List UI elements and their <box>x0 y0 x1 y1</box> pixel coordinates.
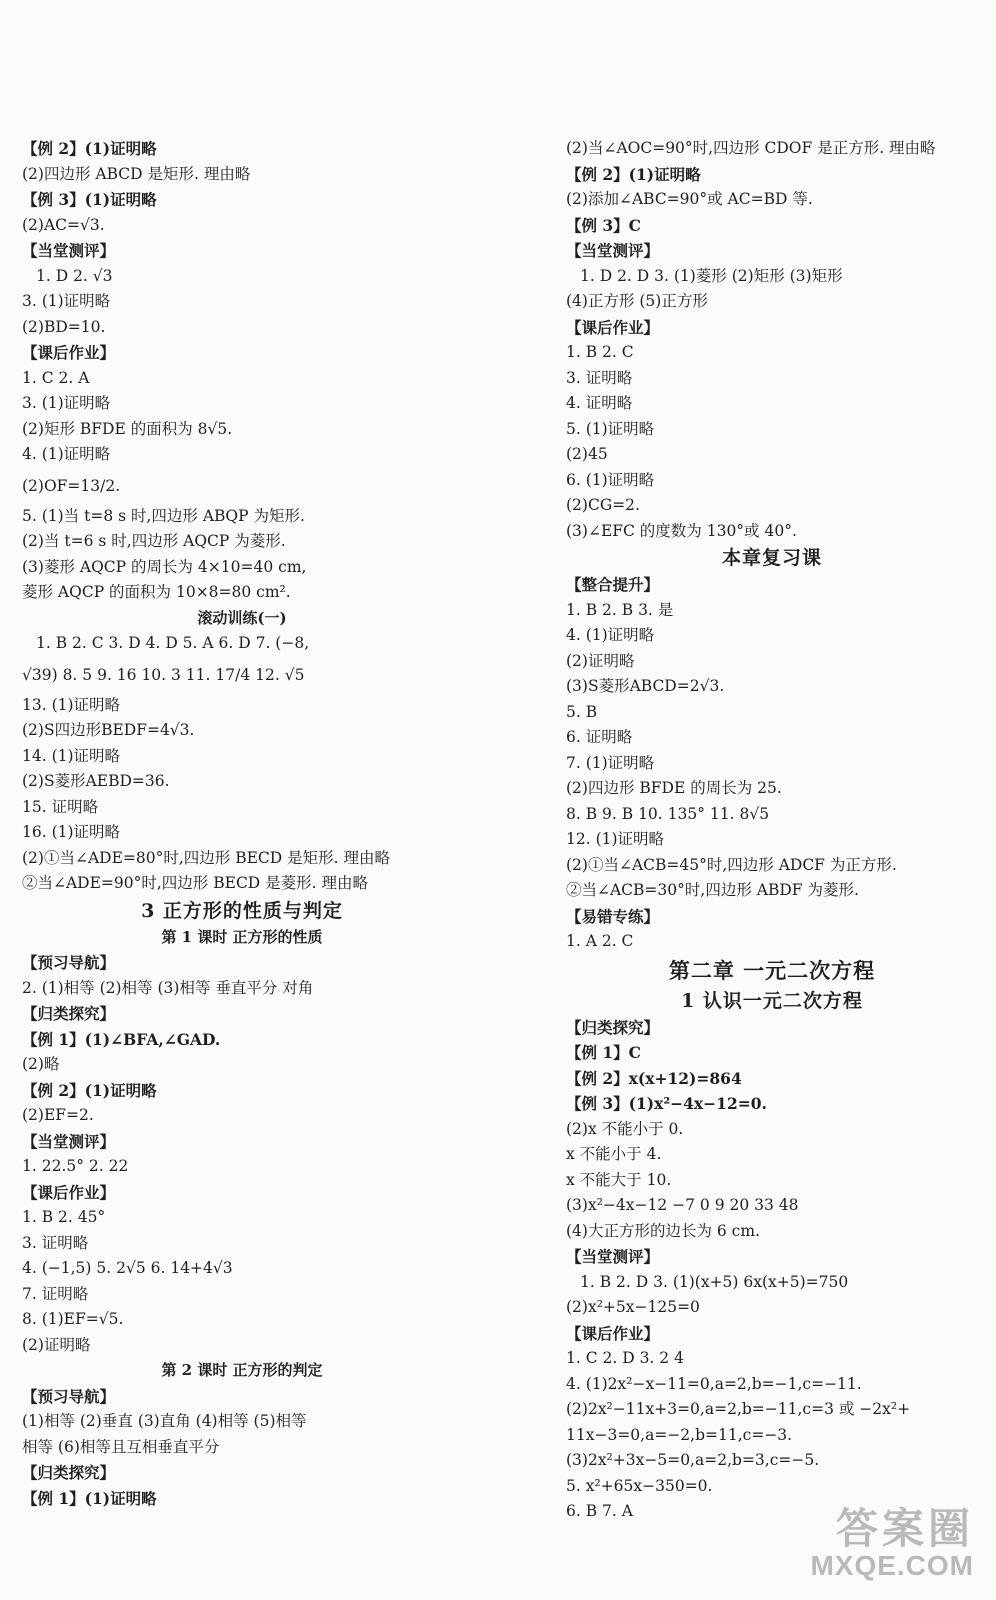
answer-line: 【易错专练】 <box>566 906 660 926</box>
answer-line: 【课后作业】 <box>22 1182 116 1202</box>
answer-line: ②当∠ADE=90°时,四边形 BECD 是菱形. 理由略 <box>22 874 369 892</box>
answer-line: 【当堂测评】 <box>566 241 660 260</box>
answer-line: 5. (1)证明略 <box>566 419 655 438</box>
answer-line: 1. B 2. D 3. (1)(x+5) 6x(x+5)=750 <box>580 1272 849 1291</box>
answer-line: (3)S菱形ABCD=2√3. <box>566 677 725 695</box>
answer-line: ②当∠ACB=30°时,四边形 ABDF 为菱形. <box>566 881 859 899</box>
answer-line: 6. B 7. A <box>566 1502 633 1520</box>
answer-line: 本章复习课 <box>721 547 822 569</box>
answer-line: 菱形 AQCP 的面积为 10×8=80 cm². <box>22 583 291 601</box>
answer-line: 滚动训练(一) <box>197 608 287 627</box>
answer-line: 14. (1)证明略 <box>22 746 121 765</box>
answer-line: 【例 3】(1)证明略 <box>22 190 157 209</box>
answer-line: 【例 3】(1)x²−4x−12=0. <box>566 1094 767 1113</box>
answer-line: 【当堂测评】 <box>22 1131 116 1151</box>
answer-line: 第 1 课时 正方形的性质 <box>161 927 323 946</box>
answer-line: 3. (1)证明略 <box>22 292 111 310</box>
answer-line: (2)S菱形AEBD=36. <box>22 772 170 790</box>
answer-column-left <box>22 136 462 1511</box>
answer-line: (2)证明略 <box>22 1335 91 1354</box>
answer-line: 相等 (6)相等且互相垂直平分 <box>22 1437 220 1456</box>
answer-line: 13. (1)证明略 <box>22 695 121 714</box>
answer-line: 【归类探究】 <box>566 1017 660 1037</box>
answer-line: 【课后作业】 <box>566 1323 660 1343</box>
answer-line: (3)2x²+3x−5=0,a=2,b=3,c=−5. <box>566 1451 820 1469</box>
answer-line: 【课后作业】 <box>566 317 660 337</box>
answer-line: (2)①当∠ACB=45°时,四边形 ADCF 为正方形. <box>566 855 897 874</box>
answer-line: 1. D 2. D 3. (1)菱形 (2)矩形 (3)矩形 <box>580 266 843 285</box>
answer-line: (4)正方形 (5)正方形 <box>566 292 708 310</box>
answer-line: 7. (1)证明略 <box>566 753 655 772</box>
answer-line: (2)EF=2. <box>22 1106 94 1124</box>
answer-line: √39) 8. 5 9. 16 10. 3 11. 17/4 12. √5 <box>22 665 305 684</box>
answer-line: 12. (1)证明略 <box>566 830 665 848</box>
answer-line: (2)x 不能小于 0. <box>566 1119 684 1138</box>
answer-line: 1. B 2. B 3. 是 <box>566 600 674 619</box>
answer-line: 4. (1)证明略 <box>22 445 111 463</box>
answer-line: (2)矩形 BFDE 的面积为 8√5. <box>22 419 233 438</box>
answer-line: 【例 2】(1)证明略 <box>22 1080 157 1100</box>
answer-line: 【例 1】C <box>566 1043 642 1062</box>
answer-line: 第二章 一元二次方程 <box>668 957 876 983</box>
answer-line: 1. B 2. 45° <box>22 1208 106 1226</box>
answer-line: 16. (1)证明略 <box>22 823 121 841</box>
answer-line: 8. (1)EF=√5. <box>22 1310 124 1328</box>
answer-line: 1 认识一元二次方程 <box>681 989 863 1012</box>
answer-line: (2)x²+5x−125=0 <box>566 1298 700 1316</box>
answer-line: (2)45 <box>566 445 608 463</box>
answer-line: (2)证明略 <box>566 651 635 670</box>
answer-line: 【例 2】x(x+12)=864 <box>566 1068 742 1088</box>
answer-line: 1. D 2. √3 <box>36 266 113 285</box>
watermark-logo <box>810 1505 974 1581</box>
answer-line: 8. B 9. B 10. 135° 11. 8√5 <box>566 804 770 823</box>
answer-line: 【课后作业】 <box>22 343 116 362</box>
answer-line: (2)BD=10. <box>22 317 106 336</box>
answer-line: 2. (1)相等 (2)相等 (3)相等 垂直平分 对角 <box>22 978 314 997</box>
answer-line: 3. 证明略 <box>566 368 633 387</box>
answer-line: 7. 证明略 <box>22 1284 89 1303</box>
answer-line: 6. (1)证明略 <box>566 470 655 489</box>
answer-line: 3. (1)证明略 <box>22 394 111 412</box>
answer-line: 【预习导航】 <box>22 1386 116 1406</box>
answer-line: 4. (1)证明略 <box>566 626 655 644</box>
watermark-en: MXQE.COM <box>810 1550 974 1581</box>
answer-line: (2)添加∠ABC=90°或 AC=BD 等. <box>566 190 813 208</box>
answer-column-right <box>566 136 978 1525</box>
answer-line: (2)①当∠ADE=80°时,四边形 BECD 是矩形. 理由略 <box>22 848 390 867</box>
answer-line: (2)S四边形BEDF=4√3. <box>22 721 195 739</box>
answer-line: 1. B 2. C <box>566 343 634 361</box>
answer-line: 11x−3=0,a=−2,b=11,c=−3. <box>566 1425 793 1444</box>
answer-line: 4. 证明略 <box>566 394 633 412</box>
answer-line: 【预习导航】 <box>22 953 116 972</box>
answer-line: x 不能小于 4. <box>566 1145 662 1163</box>
answer-line: (2)当 t=6 s 时,四边形 AQCP 为菱形. <box>22 532 286 550</box>
answer-line: 【当堂测评】 <box>566 1247 660 1266</box>
answer-line: 1. A 2. C <box>566 932 634 950</box>
answer-line: 5. x²+65x−350=0. <box>566 1476 713 1495</box>
answer-line: (2)当∠AOC=90°时,四边形 CDOF 是正方形. 理由略 <box>566 139 936 157</box>
watermark-cn: 答案圈 <box>835 1505 974 1552</box>
answer-line: 1. 22.5° 2. 22 <box>22 1157 129 1175</box>
answer-line: 5. (1)当 t=8 s 时,四边形 ABQP 为矩形. <box>22 506 305 525</box>
answer-line: 5. B <box>566 702 598 721</box>
answer-line: 【例 1】(1)∠BFA,∠GAD. <box>22 1029 221 1049</box>
answer-line: (2)2x²−11x+3=0,a=2,b=−11,c=3 或 −2x²+ <box>566 1400 911 1418</box>
answer-line: (1)相等 (2)垂直 (3)直角 (4)相等 (5)相等 <box>22 1412 307 1430</box>
answer-line: (3)菱形 AQCP 的周长为 4×10=40 cm, <box>22 557 307 576</box>
answer-line: (3)∠EFC 的度数为 130°或 40°. <box>566 521 797 540</box>
answer-line: 1. C 2. A <box>22 368 90 387</box>
answer-line: 15. 证明略 <box>22 797 99 816</box>
answer-line: 【当堂测评】 <box>22 241 116 260</box>
answer-line: 1. C 2. D 3. 2 4 <box>566 1349 684 1367</box>
answer-line: 1. B 2. C 3. D 4. D 5. A 6. D 7. (−8, <box>36 634 310 652</box>
answer-line: 【例 2】(1)证明略 <box>22 139 157 158</box>
answer-line: 3. 证明略 <box>22 1233 89 1252</box>
answer-line: (2)OF=13/2. <box>22 476 121 495</box>
answer-line: (2)四边形 BFDE 的周长为 25. <box>566 779 782 797</box>
answer-line: 【例 2】(1)证明略 <box>566 164 701 184</box>
answer-line: 6. 证明略 <box>566 728 633 746</box>
answer-line: 【例 1】(1)证明略 <box>22 1488 157 1508</box>
answer-line: (2)四边形 ABCD 是矩形. 理由略 <box>22 164 251 183</box>
answer-line: 【例 3】C <box>566 215 642 235</box>
answer-line: 4. (−1,5) 5. 2√5 6. 14+4√3 <box>22 1259 233 1277</box>
answer-line: (3)x²−4x−12 −7 0 9 20 33 48 <box>566 1196 799 1214</box>
answer-line: (2)略 <box>22 1055 60 1073</box>
answer-line: 【归类探究】 <box>22 1463 116 1482</box>
answer-line: (2)CG=2. <box>566 496 640 514</box>
answer-line: x 不能大于 10. <box>566 1170 672 1189</box>
answer-line: 【整合提升】 <box>566 575 660 594</box>
answer-line: 3 正方形的性质与判定 <box>141 899 343 922</box>
answer-line: 第 2 课时 正方形的判定 <box>161 1361 323 1379</box>
answer-line: (2)AC=√3. <box>22 215 105 234</box>
answer-line: (4)大正方形的边长为 6 cm. <box>566 1221 760 1240</box>
answer-line: 【归类探究】 <box>22 1004 116 1023</box>
answer-line: 4. (1)2x²−x−11=0,a=2,b=−1,c=−11. <box>566 1374 862 1393</box>
